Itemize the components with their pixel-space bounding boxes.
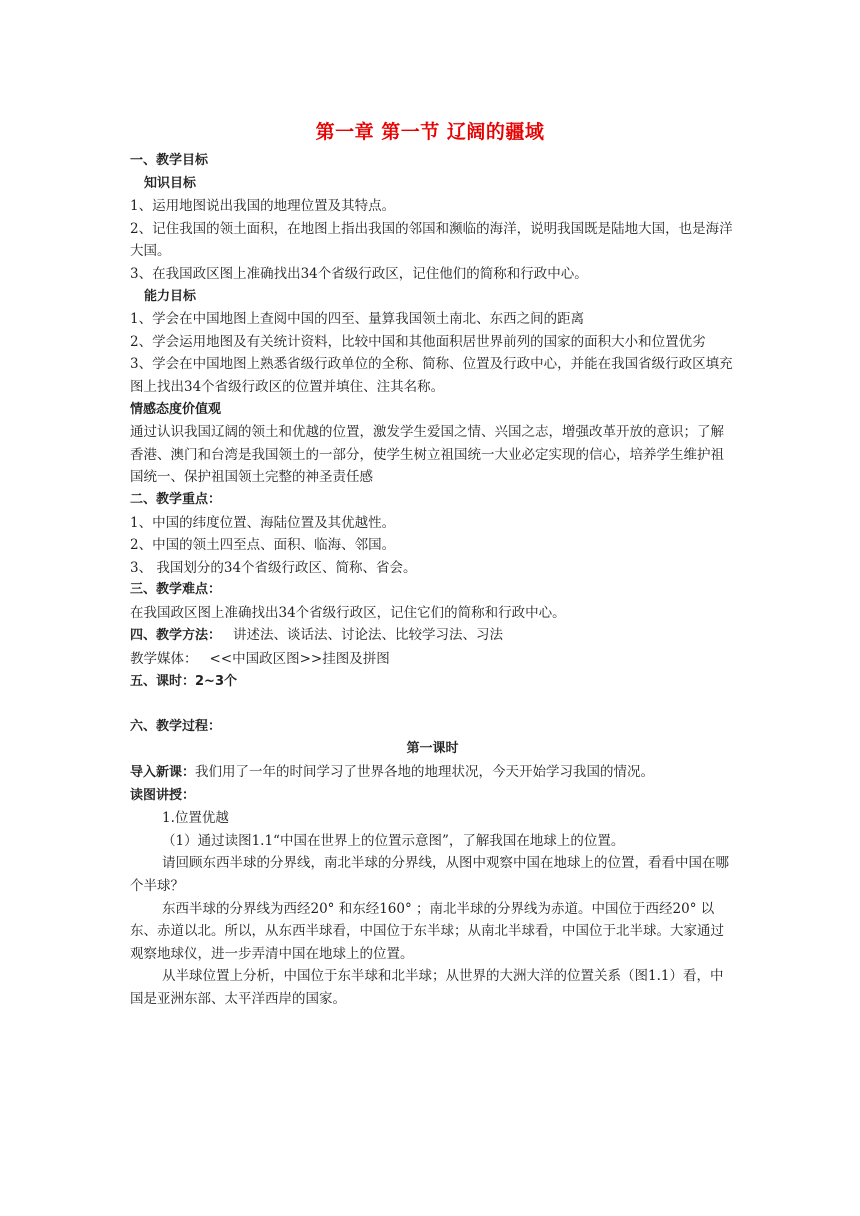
hours-text: 2~3个 <box>195 673 237 689</box>
knowledge-objectives-label: 知识目标 <box>144 175 197 191</box>
intro-line <box>130 761 735 785</box>
section-heading-hours: 五、课时： <box>130 673 196 689</box>
process-paragraph-1: 请回顾东西半球的分界线，南北半球的分界线，从图中观察中国在地球上的位置，看看中国在哪个半球？ <box>130 855 729 894</box>
key-point-1: 1、中国的纬度位置、海陆位置及其优越性。 <box>130 514 396 531</box>
intro-text: 我们用了一年的时间学习了世界各地的地理状况，今天开始学习我国的情况。 <box>195 764 655 781</box>
point-1-sub: （1）通过读图1.1“中国在世界上的位置示意图”，了解我国在地球上的位置。 <box>162 832 625 849</box>
process-paragraph-3: 从半球位置上分析，中国位于东半球和北半球；从世界的大洲大洋的位置关系（图1.1）看，中国是亚洲东部、太平洋西岸的国家。 <box>130 968 724 1007</box>
media-text: <<中国政区图>>挂图及拼图 <box>209 651 390 668</box>
point-1-heading: 1.位置优越 <box>162 810 229 827</box>
methods-line <box>130 624 735 648</box>
read-map-label: 读图讲授： <box>130 787 196 803</box>
document-body <box>130 150 735 1011</box>
emotion-objectives-label: 情感态度价值观 <box>130 401 222 417</box>
intro-label: 导入新课： <box>130 765 196 781</box>
hours-line <box>130 671 735 694</box>
knowledge-item-3: 3、在我国政区图上准确找出34个省级行政区，记住他们的简称和行政中心。 <box>130 265 588 282</box>
knowledge-item-1: 1、运用地图说出我国的地理位置及其特点。 <box>130 198 396 215</box>
ability-item-3: 3、学会在中国地图上熟悉省级行政单位的全称、简称、位置及行政中心，并能在我国省级行政区填充图上找出34个省级行政区的位置并填住、注其名称。 <box>130 356 733 395</box>
section-heading-key-points: 二、教学重点： <box>130 491 222 507</box>
section-heading-objectives: 一、教学目标 <box>130 153 209 168</box>
section-heading-methods: 四、教学方法： <box>130 628 222 644</box>
ability-item-2: 2、学会运用地图及有关统计资料，比较中国和其他面积居世界前列的国家的面积大小和位置优劣 <box>130 333 706 350</box>
lesson-title: 第一课时 <box>406 741 459 757</box>
ability-item-1: 1、学会在中国地图上查阅中国的四至、量算我国领土南北、东西之间的距离 <box>130 311 585 328</box>
key-point-2: 2、中国的领土四至点、面积、临海、邻国。 <box>130 537 396 554</box>
emotion-objectives-text: 通过认识我国辽阔的领土和优越的位置，激发学生爱国之情、兴国之志，增强改革开放的意识；了解香港、澳门和台湾是我国领土的一部分，使学生树立祖国统一大业必定实现的信心，培养学生维护祖国统一、保护祖国领土完整的神圣责任感 <box>130 424 724 486</box>
ability-objectives-label: 能力目标 <box>144 288 197 304</box>
media-label: 教学媒体： <box>130 651 198 668</box>
knowledge-item-2: 2、记住我国的领土面积，在地图上指出我国的邻国和濒临的海洋，说明我国既是陆地大国，也是海洋大国。 <box>130 220 733 260</box>
section-heading-process: 六、教学过程： <box>130 718 222 734</box>
difficulty-text: 在我国政区图上准确找出34个省级行政区，记住它们的简称和行政中心。 <box>130 604 566 621</box>
document-title: 第一章 第一节 辽阔的疆域 <box>315 121 545 143</box>
key-point-3: 3、 我国划分的34个省级行政区、简称、省会。 <box>130 559 417 576</box>
process-paragraph-2: 东西半球的分界线为西经20° 和东经160° ；南北半球的分界线为赤道。中国位于西经20° 以东、赤道以北。所以，从东西半球看，中国位于东半球；从南北半球看，中国位于北半球。大家通过观察地球仪，进一步弄清中国在地球上的位置。 <box>130 900 724 962</box>
methods-text: 讲述法、谈话法、讨论法、比较学习法、习法 <box>233 627 504 644</box>
media-line <box>130 648 735 671</box>
section-heading-difficulties: 三、教学难点： <box>130 582 222 598</box>
